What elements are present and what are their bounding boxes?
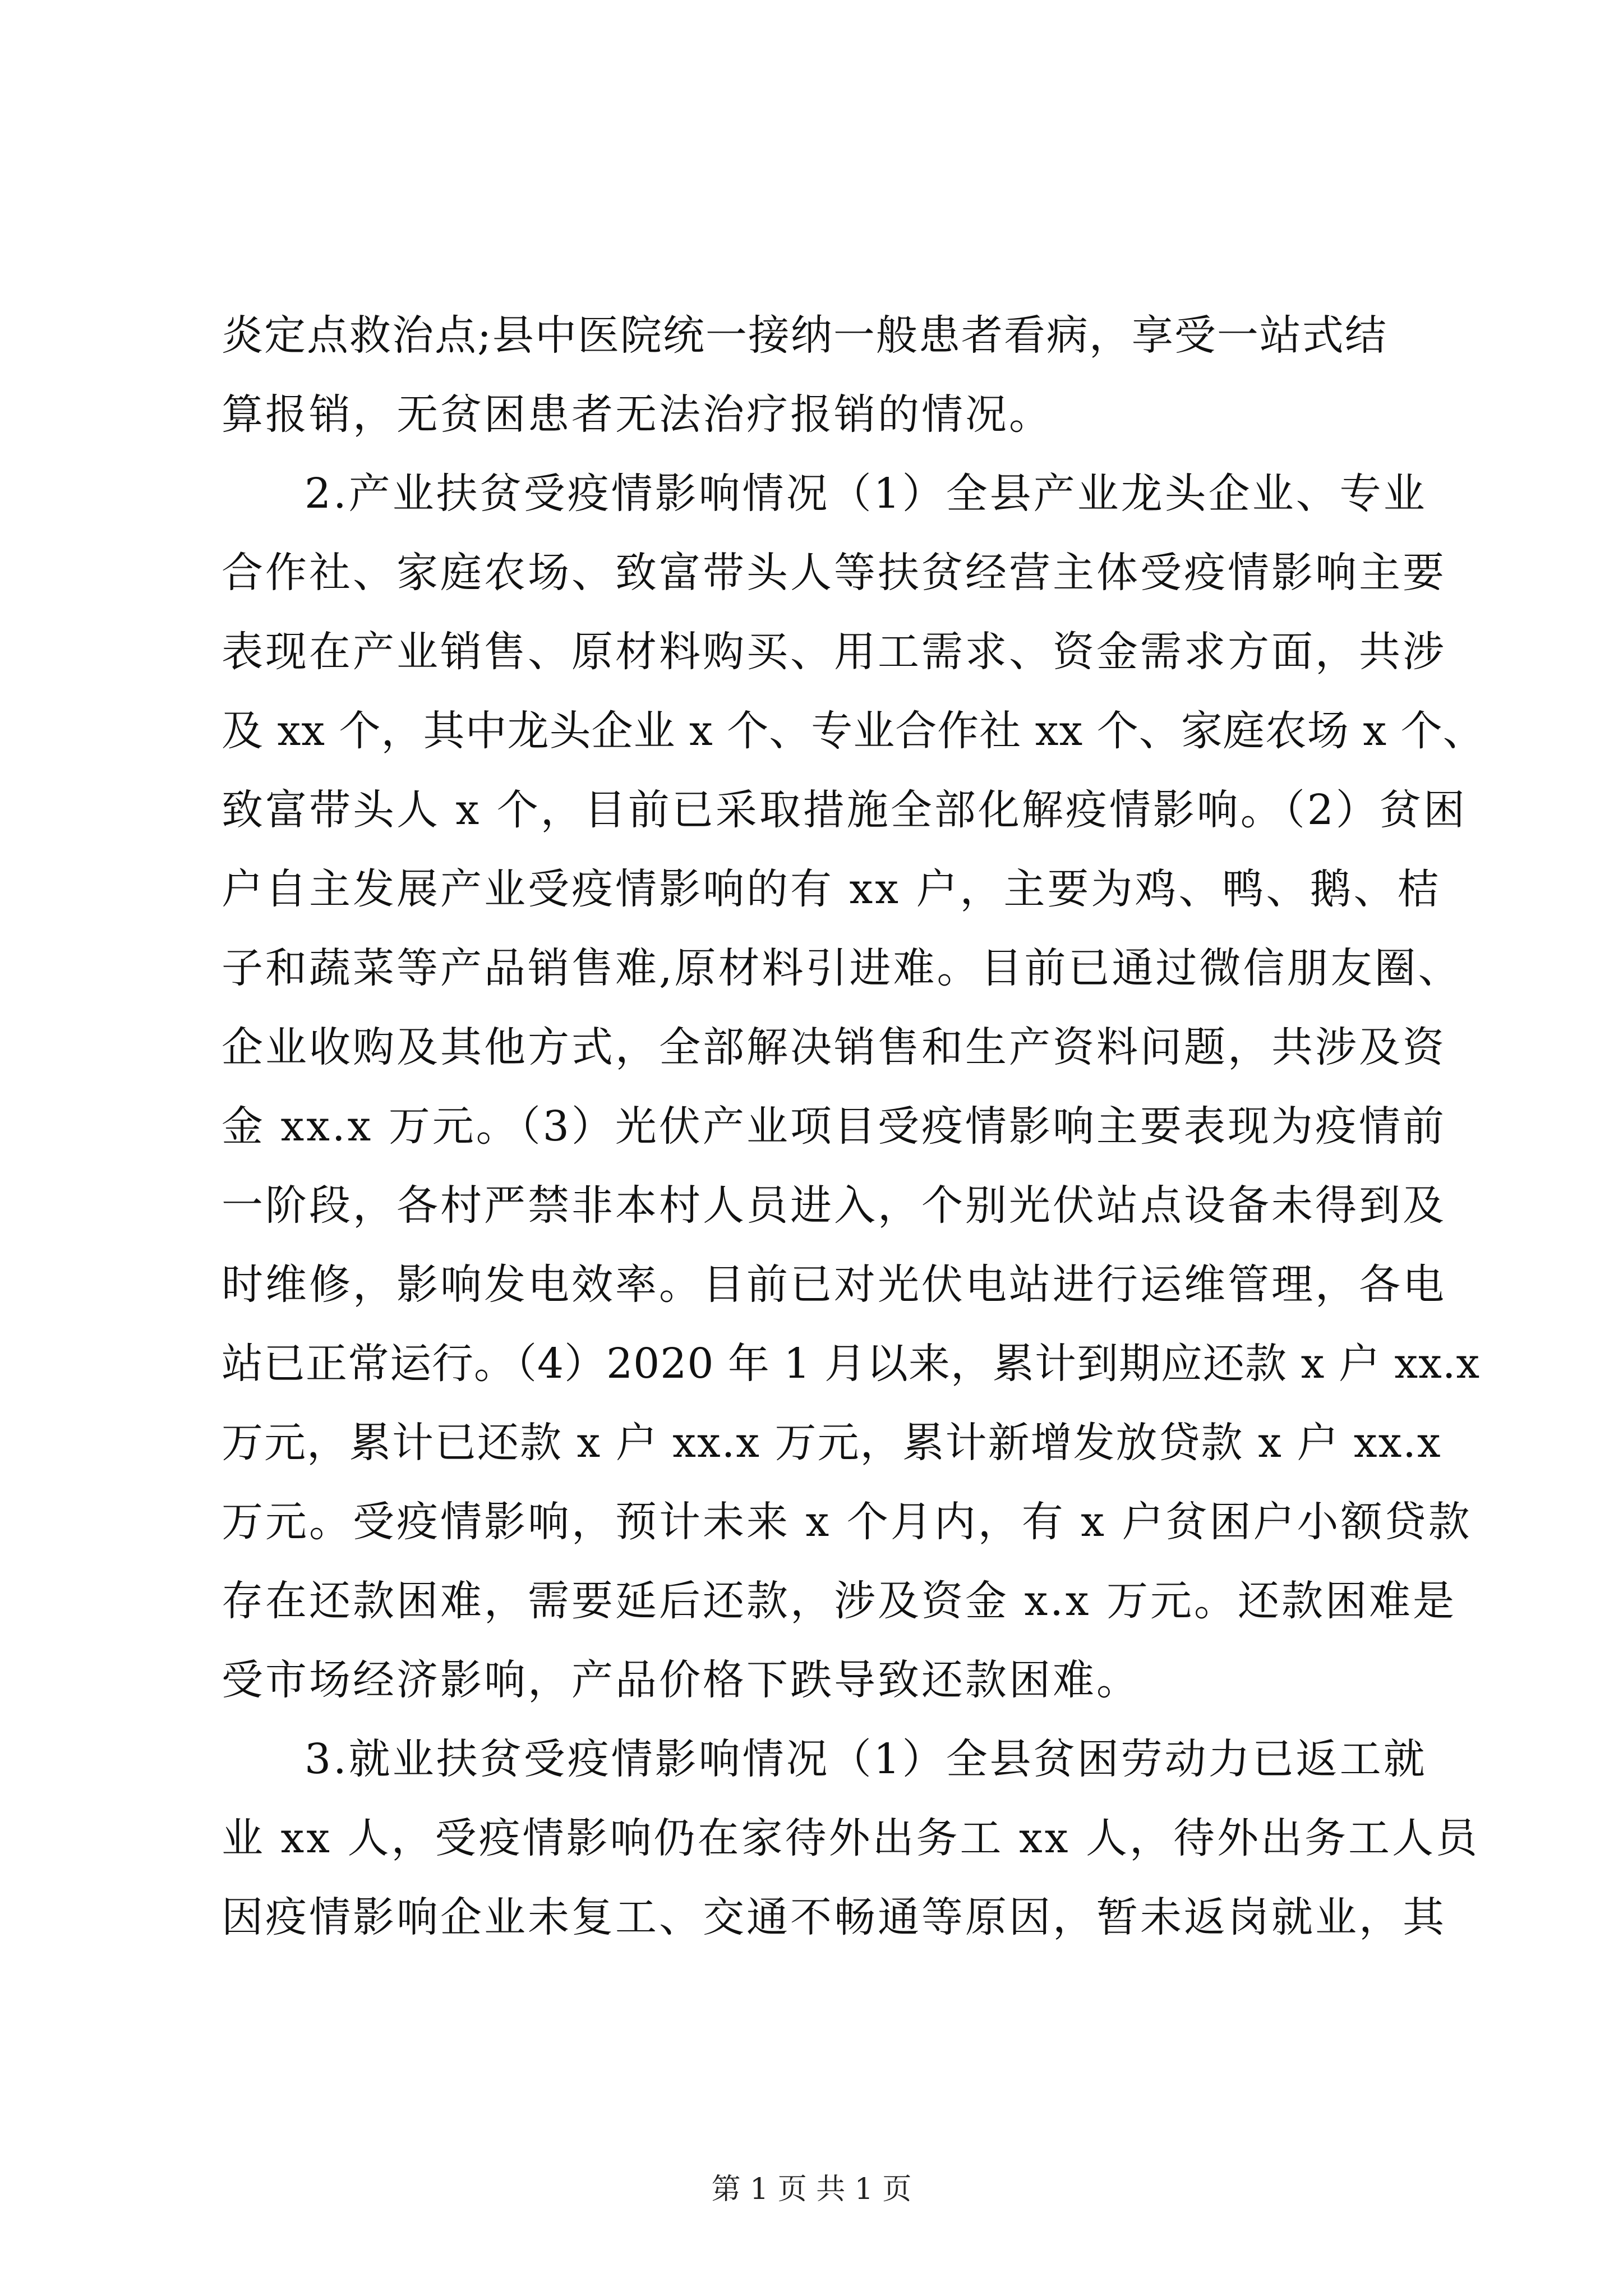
text-line: 受市场经济影响，产品价格下跌导致还款困难。 [222,1656,1140,1704]
text-line: 存在还款困难，需要延后还款，涉及资金 x.x 万元。还款困难是 [222,1577,1457,1625]
text-line: 表现在产业销售、原材料购买、用工需求、资金需求方面，共涉 [222,628,1446,676]
text-line: 及 xx 个，其中龙头企业 x 个、专业合作社 xx 个、家庭农场 x 个、 [222,707,1485,755]
text-line: 因疫情影响企业未复工、交通不畅通等原因，暂未返岗就业，其 [222,1893,1446,1941]
text-line: 炎定点救治点;县中医院统一接纳一般患者看病，享受一站式结 [222,311,1387,360]
text-line: 致富带头人 x 个，目前已采取措施全部化解疫情影响。（2）贫困 [222,786,1467,834]
document-body [222,296,1485,1957]
paragraph-start-line: 3.就业扶贫受疫情影响情况（1）全县贫困劳动力已返工就 [305,1735,1427,1783]
text-line: 万元，累计已还款 x 户 xx.x 万元，累计新增发放贷款 x 户 xx.x [222,1419,1442,1467]
text-line: 金 xx.x 万元。（3）光伏产业项目受疫情影响主要表现为疫情前 [222,1102,1446,1151]
text-line: 万元。受疫情影响，预计未来 x 个月内，有 x 户贫困户小额贷款 [222,1498,1472,1546]
text-line: 时维修，影响发电效率。目前已对光伏电站进行运维管理，各电 [222,1260,1446,1309]
text-line: 一阶段，各村严禁非本村人员进入，个别光伏站点设备未得到及 [222,1181,1446,1230]
text-line: 算报销，无贫困患者无法治疗报销的情况。 [222,390,1053,439]
paragraph-start-line: 2.产业扶贫受疫情影响情况（1）全县产业龙头企业、专业 [305,470,1427,518]
text-line: 户自主发展产业受疫情影响的有 xx 户，主要为鸡、鸭、鹅、桔 [222,865,1441,913]
text-line: 企业收购及其他方式，全部解决销售和生产资料问题，共涉及资 [222,1023,1446,1071]
text-line: 合作社、家庭农场、致富带头人等扶贫经营主体受疫情影响主要 [222,549,1446,597]
text-line: 站已正常运行。（4）2020 年 1 月以来，累计到期应还款 x 户 xx.x [222,1340,1481,1388]
text-line: 业 xx 人，受疫情影响仍在家待外出务工 xx 人，待外出务工人员 [222,1814,1480,1862]
text-line: 子和蔬菜等产品销售难,原材料引进难。目前已通过微信朋友圈、 [222,944,1462,992]
page-footer: 第 1 页 共 1 页 [711,2173,912,2206]
